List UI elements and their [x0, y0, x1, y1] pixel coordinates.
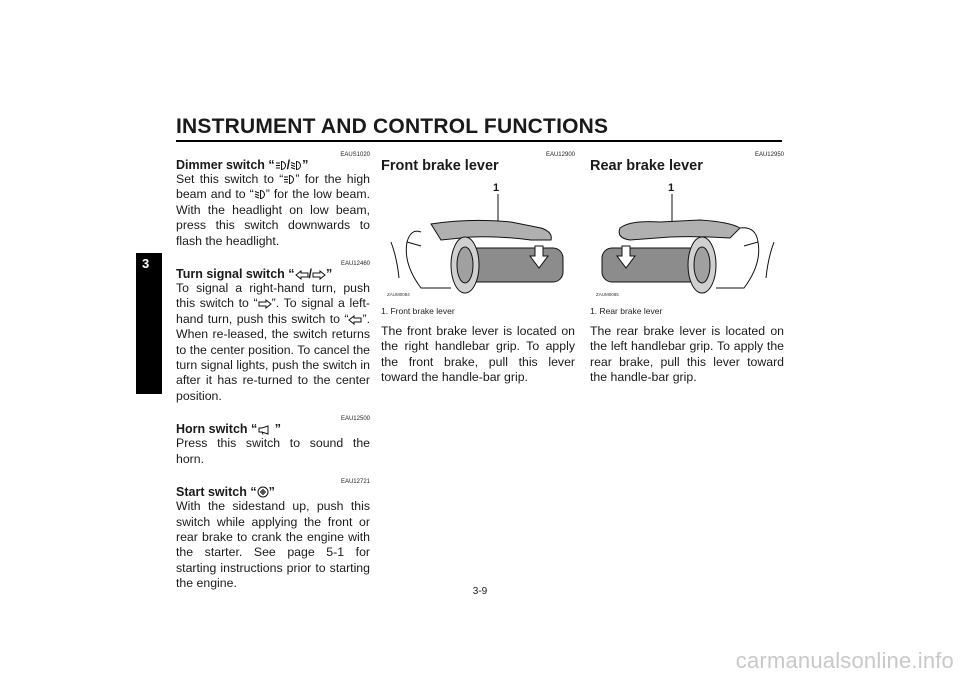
chapter-tab — [136, 253, 162, 394]
chapter-tab-number: 3 — [142, 256, 150, 271]
figure-front-brake — [381, 182, 575, 300]
low-beam-icon — [254, 189, 266, 200]
heading-dimmer-switch: Dimmer switch “ / ” — [176, 158, 309, 172]
high-beam-icon — [275, 160, 287, 171]
heading-turn-signal-switch: Turn signal switch “ / ” — [176, 267, 333, 282]
front-brake-lever-illustration — [381, 182, 575, 300]
code-front-brake: EAU12900 — [545, 152, 575, 158]
code-dimmer: EAUS1020 — [340, 152, 370, 158]
code-turn-signal: EAU12460 — [340, 261, 370, 268]
turn-left-icon — [295, 270, 309, 280]
header-rule — [176, 140, 782, 142]
text-start-switch: With the sidestand up, push this switch while applying the front or rear brake to crank the engine with the starter. See page 5-1 for starting instructions prior to starting the engine. — [176, 499, 370, 591]
code-rear-brake: EAU12950 — [754, 152, 784, 158]
watermark: carmanualsonline.info — [735, 648, 954, 673]
figure-image-code: ZAUM0084 — [387, 292, 410, 297]
low-beam-icon — [290, 160, 302, 171]
text-dimmer-switch: Set this switch to “ ” for the high beam and to “ ” for the low beam. With the headlight on low beam, press this switch downwards to flash the headlight. — [176, 172, 370, 248]
turn-right-icon — [312, 270, 326, 280]
figure-callout-number: 1 — [493, 182, 500, 194]
page-number: 3-9 — [472, 586, 488, 597]
heading-rear-brake-lever: Rear brake lever — [590, 158, 703, 174]
heading-start-switch: Start switch “ ” — [176, 485, 275, 500]
turn-left-icon — [348, 315, 362, 325]
figure-caption-front-brake: 1. Front brake lever — [381, 306, 455, 316]
turn-right-icon — [258, 299, 272, 309]
figure-callout-number: 1 — [668, 182, 675, 194]
heading-front-brake-lever: Front brake lever — [381, 158, 499, 174]
column-rear-brake — [590, 152, 784, 386]
start-icon — [257, 486, 269, 498]
horn-icon — [257, 425, 271, 435]
text-rear-brake-lever: The rear brake lever is located on the left handlebar grip. To apply the rear brake, pull this lever toward the handle-bar grip. — [590, 324, 784, 385]
text-turn-signal-switch: To signal a right-hand turn, push this switch to “ ”. To signal a left-hand turn, push this switch to “ ”. When re-leased, the switch returns to the center position. To cancel the turn signal lights, push the switch in after it has re-turned to the center position. — [176, 281, 370, 403]
high-beam-icon — [283, 174, 295, 185]
column-controls — [176, 152, 370, 592]
figure-caption-rear-brake: 1. Rear brake lever — [590, 306, 663, 316]
text-horn-switch: Press this switch to sound the horn. — [176, 436, 370, 466]
page-header-title: INSTRUMENT AND CONTROL FUNCTIONS — [176, 115, 609, 138]
rear-brake-lever-illustration — [590, 182, 784, 300]
figure-rear-brake — [590, 182, 784, 300]
text-front-brake-lever: The front brake lever is located on the right handlebar grip. To apply the front brake, pull this lever toward the handle-bar grip. — [381, 324, 575, 385]
figure-image-code: ZAUM0085 — [596, 292, 619, 297]
code-start: EAU12721 — [340, 479, 370, 486]
column-front-brake — [381, 152, 575, 386]
code-horn: EAU12500 — [340, 416, 370, 423]
heading-horn-switch: Horn switch “ ” — [176, 422, 281, 437]
